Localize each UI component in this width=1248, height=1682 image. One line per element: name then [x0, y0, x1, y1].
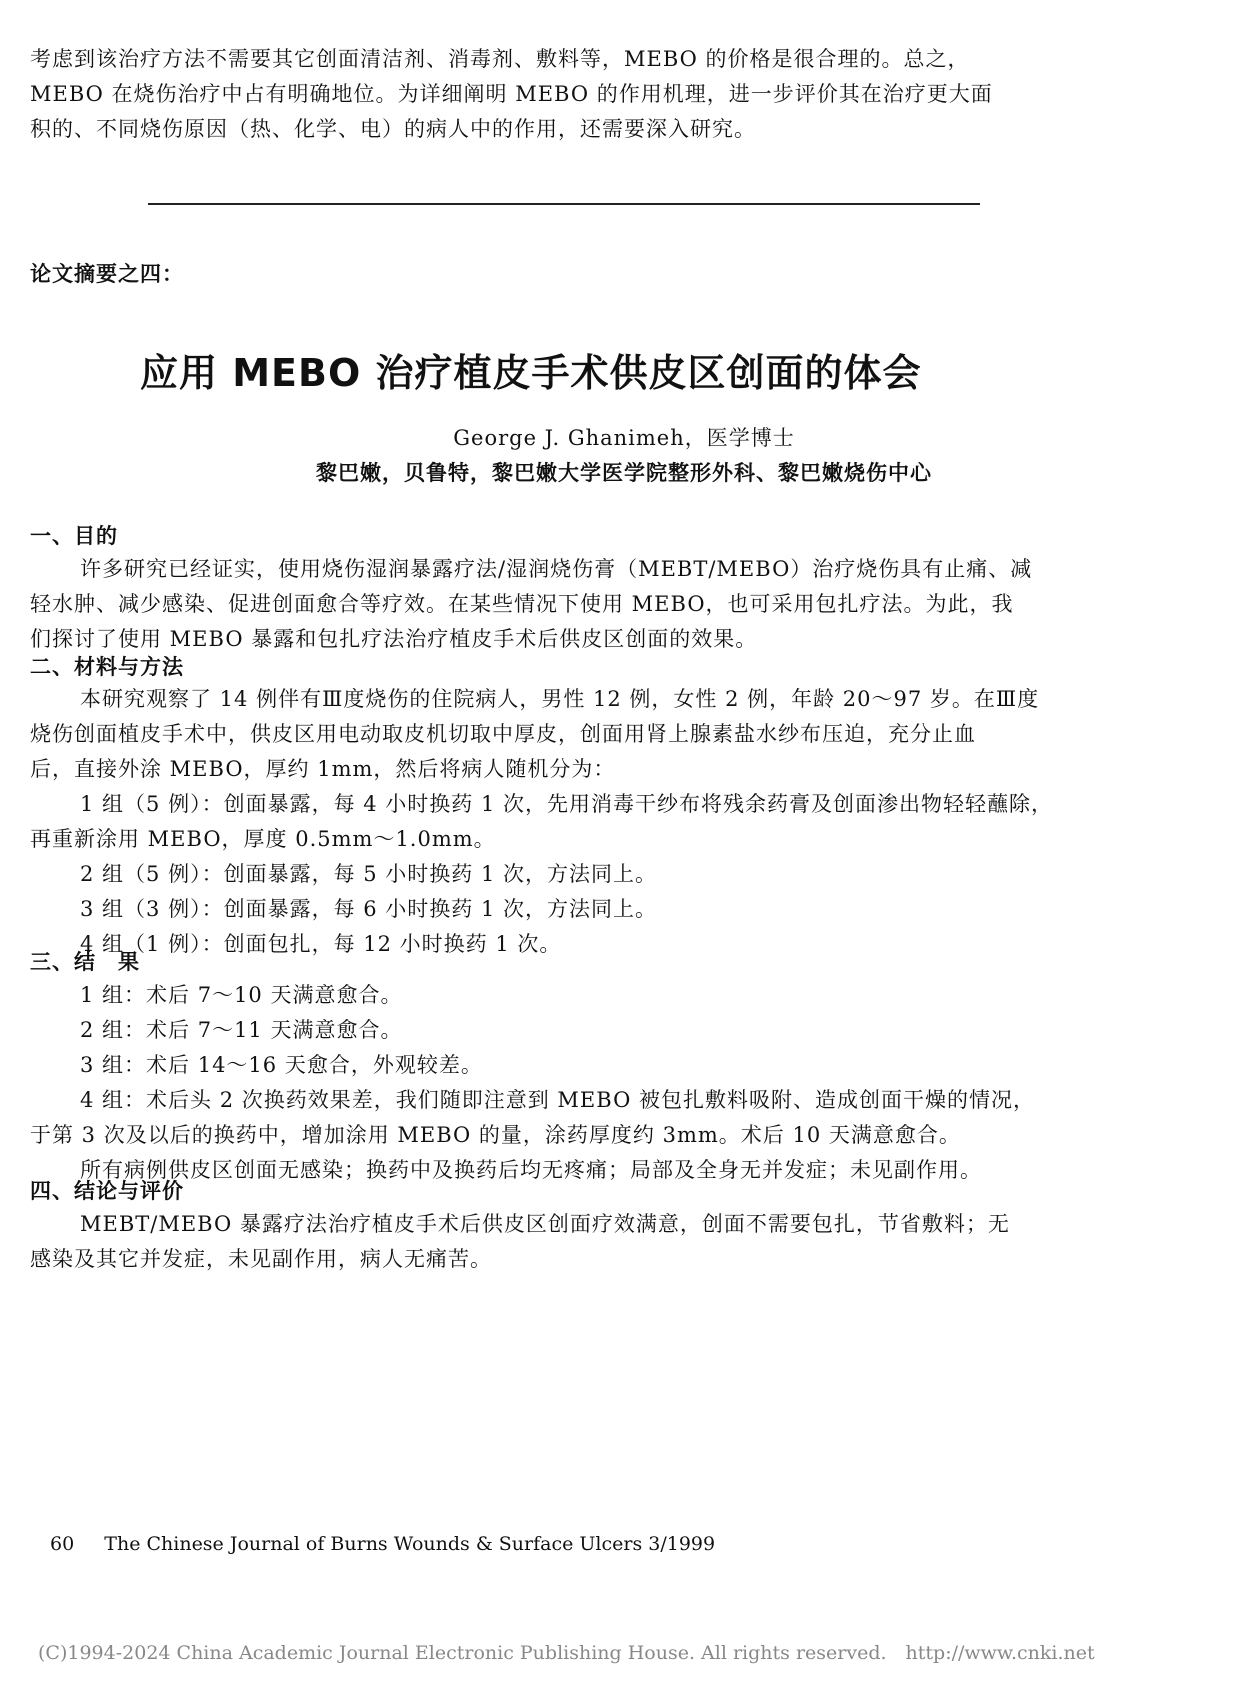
body-line: 们探讨了使用 MEBO 暴露和包扎疗法治疗植皮手术后供皮区创面的效果。 — [30, 627, 758, 651]
body-line: 1 组（5 例）：创面暴露，每 4 小时换药 1 次，先用消毒干纱布将残余药膏及创面渗出物轻轻蘸除， — [80, 792, 1053, 816]
body-line: 再重新涂用 MEBO，厚度 0.5mm～1.0mm。 — [30, 827, 496, 851]
body-line: 4 组：术后头 2 次换药效果差，我们随即注意到 MEBO 被包扎敷料吸附、造成创面干燥的情况， — [80, 1088, 1035, 1112]
separator-rule — [148, 203, 980, 205]
journal-name: The Chinese Journal of Burns Wounds & Surface Ulcers 3/1999 — [104, 1533, 716, 1555]
article-title: 应用 MEBO 治疗植皮手术供皮区创面的体会 — [140, 351, 922, 395]
intro-line: 积的、不同烧伤原因（热、化学、电）的病人中的作用，还需要深入研究。 — [30, 117, 756, 141]
intro-line: 考虑到该治疗方法不需要其它创面清洁剂、消毒剂、敷料等，MEBO 的价格是很合理的。总之， — [30, 47, 970, 71]
section-heading-results: 三、结 果 — [30, 950, 140, 974]
author-line: George J. Ghanimeh，医学博士 — [453, 426, 795, 450]
body-line: 烧伤创面植皮手术中，供皮区用电动取皮机切取中厚皮，创面用肾上腺素盐水纱布压迫，充分止血 — [30, 722, 976, 746]
section-body-conclusion — [30, 1207, 1100, 1277]
copyright-notice: (C)1994-2024 China Academic Journal Electronic Publishing House. All rights reserved. http://www.cnki.net — [38, 1642, 1095, 1664]
body-line: 所有病例供皮区创面无感染；换药中及换药后均无疼痛；局部及全身无并发症；未见副作用。 — [80, 1158, 982, 1182]
body-line: 4 组（1 例）：创面包扎，每 12 小时换药 1 次。 — [80, 932, 562, 956]
body-line: 本研究观察了 14 例伴有Ⅲ度烧伤的住院病人，男性 12 例，女性 2 例，年龄 20～97 岁。在Ⅲ度 — [80, 687, 1040, 711]
body-line: 2 组（5 例）：创面暴露，每 5 小时换药 1 次，方法同上。 — [80, 862, 657, 886]
section-body-purpose — [30, 552, 1100, 657]
body-line: 1 组：术后 7～10 天满意愈合。 — [80, 983, 403, 1007]
page-footer — [50, 1533, 715, 1555]
section-body-results — [30, 978, 1100, 1188]
body-line: 后，直接外涂 MEBO，厚约 1mm，然后将病人随机分为： — [30, 757, 616, 781]
body-line: 2 组：术后 7～11 天满意愈合。 — [80, 1018, 403, 1042]
page-number: 60 — [50, 1533, 75, 1555]
affiliation-line: 黎巴嫩，贝鲁特，黎巴嫩大学医学院整形外科、黎巴嫩烧伤中心 — [316, 460, 932, 485]
section-heading-methods: 二、材料与方法 — [30, 655, 184, 679]
body-line: 于第 3 次及以后的换药中，增加涂用 MEBO 的量，涂药厚度约 3mm。术后 10 天满意愈合。 — [30, 1123, 961, 1147]
body-line: 许多研究已经证实，使用烧伤湿润暴露疗法/湿润烧伤膏（MEBT/MEBO）治疗烧伤具有止痛、减 — [80, 557, 1033, 581]
section-heading-conclusion: 四、结论与评价 — [30, 1179, 184, 1203]
body-line: 轻水肿、减少感染、促进创面愈合等疗效。在某些情况下使用 MEBO，也可采用包扎疗法。为此，我 — [30, 592, 1014, 616]
body-line: 感染及其它并发症，未见副作用，病人无痛苦。 — [30, 1247, 492, 1271]
intro-line: MEBO 在烧伤治疗中占有明确地位。为详细阐明 MEBO 的作用机理，进一步评价其在治疗更大面 — [30, 82, 993, 106]
body-line: MEBT/MEBO 暴露疗法治疗植皮手术后供皮区创面疗效满意，创面不需要包扎，节省敷料；无 — [80, 1212, 1010, 1236]
section-heading-purpose: 一、目的 — [30, 524, 118, 548]
body-line: 3 组（3 例）：创面暴露，每 6 小时换药 1 次，方法同上。 — [80, 897, 657, 921]
abstract-label: 论文摘要之四： — [30, 262, 184, 286]
body-line: 3 组：术后 14～16 天愈合，外观较差。 — [80, 1053, 483, 1077]
intro-paragraph — [30, 42, 1100, 147]
section-body-methods — [30, 682, 1100, 962]
